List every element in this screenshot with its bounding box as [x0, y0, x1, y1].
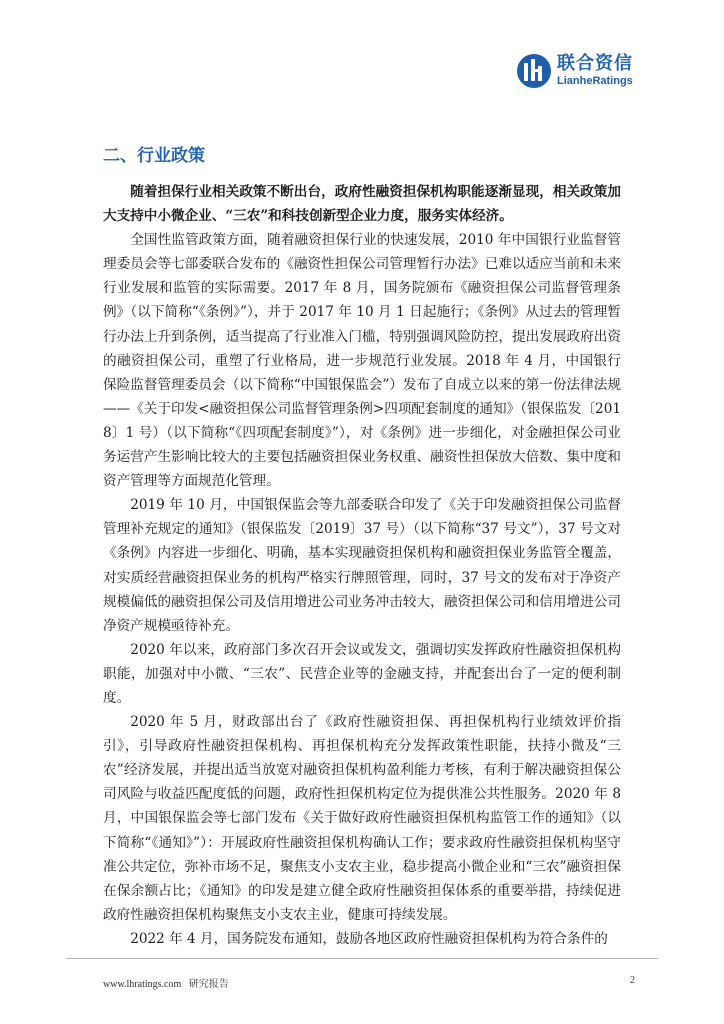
body-paragraph-2: 2019 年 10 月，中国银保监会等九部委联合印发了《关于印发融资担保公司监督管理补充规定的通知》（银保监发〔2019〕37 号）（以下简称“37 号文”），37 号文对《条例》内容进一步细化、明确，基本实现融资担保机构和融资担保业务监管全覆盖，对实质经营融资担保业务的机构严格实行牌照管理，同时，37 号文的发布对于净资产规模偏低的融资担保公司及信用增进公司业务冲击较大，融资担保公司和信用增进公司净资产规模亟待补充。 [103, 497, 621, 634]
logo-english-name: LianheRatings [557, 75, 633, 87]
body-paragraph-1: 全国性监管政策方面，随着融资担保行业的快速发展，2010 年中国银行业监督管理委员会等七部委联合发布的《融资性担保公司管理暂行办法》已难以适应当前和未来行业发展和监管的实际需要。2017 年 8 月，国务院颁布《融资担保公司监督管理条例》（以下简称“《条例》”），并于 2017 年 10 月 1 日起施行；《条例》从过去的管理暂行办法上升到条例，适当提高了行业准入门槛，特别强调风险防控，提出发展政府出资的融资担保公司，重塑了行业格局，进一步规范行业发展。2018 年 4 月，中国银行保险监督管理委员会（以下简称“中国银保监会”）发布了自成立以来的第一份法律法规——《关于印发<融资担保公司监督管理条例>四项配套制度的通知》（银保监发〔2018〕1 号）（以下简称“《四项配套制度》”），对《条例》进一步细化，对金融担保公司业务运营产生影响比较大的主要包括融资担保业务权重、融资性担保放大倍数、集中度和资产管理等方面规范化管理。 [103, 232, 621, 490]
company-logo [517, 54, 633, 88]
body-paragraph-3: 2020 年以来，政府部门多次召开会议或发文，强调切实发挥政府性融资担保机构职能，加强对中小微、“三农”、民营企业等的金融支持，并配套出台了一定的便利制度。 [103, 641, 621, 706]
footer-info [103, 975, 229, 990]
footer-website-link[interactable]: www.lhratings.com [103, 979, 182, 990]
body-content [103, 180, 621, 951]
page-number: 2 [630, 975, 635, 986]
footer-report-type: 研究报告 [188, 979, 229, 990]
body-paragraph-5: 2022 年 4 月，国务院发布通知，鼓励各地区政府性融资担保机构为符合条件的 [130, 930, 608, 947]
footer-divider [66, 958, 658, 959]
body-paragraph-4: 2020 年 5 月，财政部出台了《政府性融资担保、再担保机构行业绩效评价指引》，引导政府性融资担保机构、再担保机构充分发挥政策性职能，扶持小微及“三农”经济发展，并提出适当放宽对融资担保机构盈利能力考核，有利于解决融资担保公司风险与收益匹配度低的问题，政府性担保机构定位为提供准公共性服务。2020 年 8 月，中国银保监会等七部门发布《关于做好政府性融资担保机构监管工作的通知》（以下简称“《通知》”）：开展政府性融资担保机构确认工作；要求政府性融资担保机构坚守准公共定位，弥补市场不足，聚焦支小支农主业，稳步提高小微企业和“三农”融资担保在保余额占比；《通知》的印发是建立健全政府性融资担保体系的重要举措，持续促进政府性融资担保机构聚焦支小支农主业，健康可持续发展。 [103, 714, 621, 923]
lead-paragraph: 随着担保行业相关政策不断出台，政府性融资担保机构职能逐渐显现，相关政策加大支持中小微企业、“三农”和科技创新型企业力度，服务实体经济。 [103, 184, 621, 225]
logo-chinese-name: 联合资信 [557, 53, 633, 74]
section-title: 二、行业政策 [103, 146, 205, 166]
logo-mark-icon [517, 54, 551, 88]
